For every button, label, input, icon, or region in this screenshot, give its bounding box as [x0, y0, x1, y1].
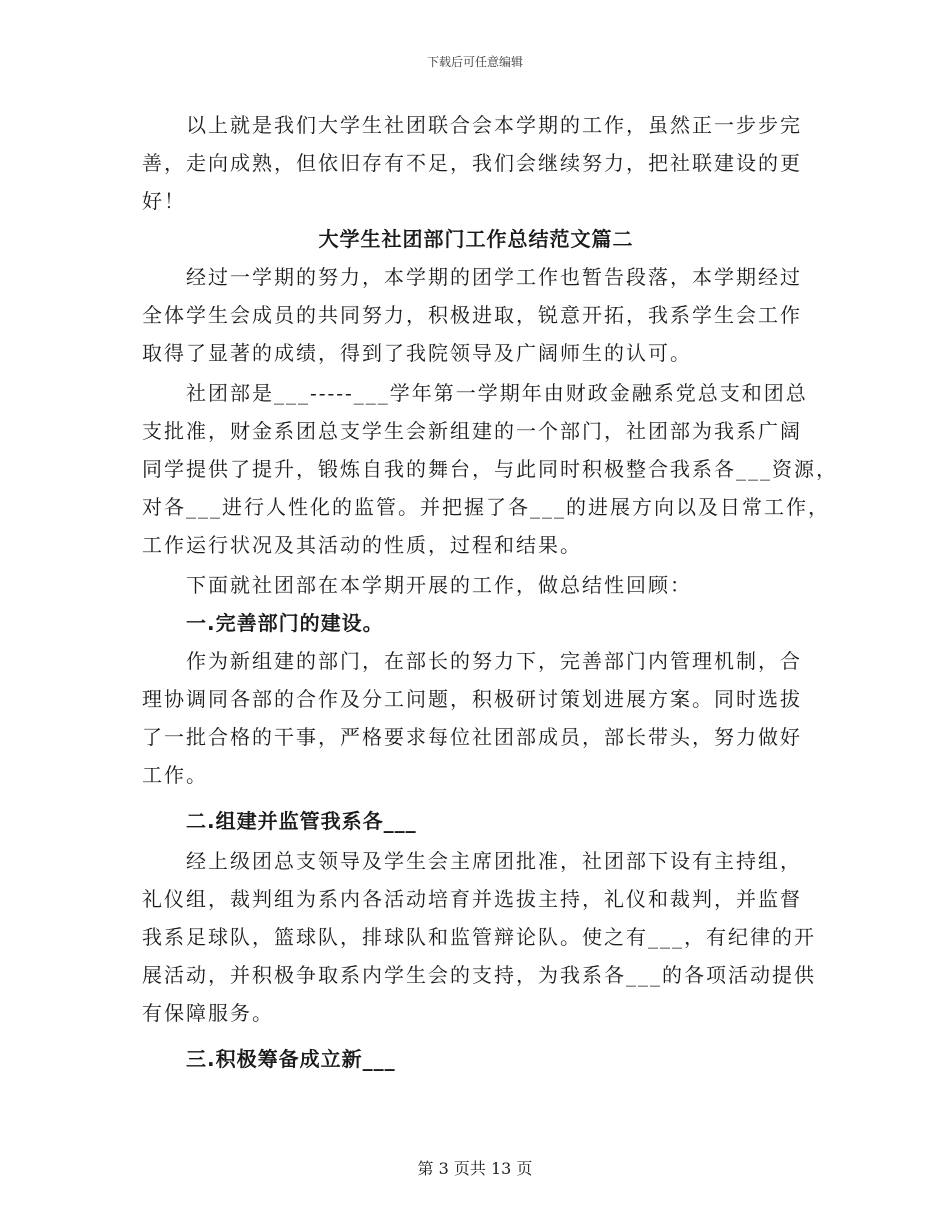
subheading-2: 二.组建并监管我系各___	[186, 809, 417, 833]
paragraph-line: 以上就是我们大学生社团联合会本学期的工作，虽然正一步步完	[186, 113, 802, 137]
page-header: 下载后可任意编辑	[426, 55, 523, 69]
paragraph-4	[142, 566, 810, 604]
paragraph-1	[142, 106, 810, 220]
paragraph-3	[142, 374, 838, 564]
paragraph-line: 全体学生会成员的共同努力，积极进取，锐意开拓，我系学生会工作	[142, 303, 802, 327]
paragraph-line: 取得了显著的成绩，得到了我院领导及广阔师生的认可。	[142, 341, 692, 365]
paragraph-6	[142, 842, 816, 1032]
paragraph-line: 展活动，并积极争取系内学生会的支持，为我系各___的各项活动提供	[142, 963, 816, 987]
subheading-1: 一.完善部门的建设。	[186, 611, 384, 635]
paragraph-line: 经上级团总支领导及学生会主席团批准，社团部下设有主持组，	[186, 849, 802, 873]
page-footer: 第 3 页共 13 页	[417, 1159, 533, 1178]
paragraph-line: 我系足球队，篮球队，排球队和监管辩论队。使之有___，有纪律的开	[142, 925, 816, 949]
subheading-3: 三.积极筹备成立新___	[186, 1047, 396, 1071]
paragraph-line: 有保障服务。	[142, 1001, 274, 1025]
paragraph-line: 善，走向成熟，但依旧存有不足，我们会继续努力，把社联建设的更	[142, 151, 802, 175]
paragraph-line: 作为新组建的部门，在部长的努力下，完善部门内管理机制，合	[186, 649, 802, 673]
section-title: 大学生社团部门工作总结范文篇二	[318, 227, 634, 251]
paragraph-line: 支批准，财金系团总支学生会新组建的一个部门，社团部为我系广阔	[142, 419, 802, 443]
paragraph-5	[142, 642, 810, 794]
paragraph-line: 理协调同各部的合作及分工问题，积极研讨策划进展方案。同时选拔	[142, 687, 802, 711]
document-body	[142, 106, 838, 1078]
paragraph-line: 经过一学期的努力，本学期的团学工作也暂告段落，本学期经过	[186, 265, 802, 289]
paragraph-line: 同学提供了提升，锻炼自我的舞台，与此同时积极整合我系各___资源，	[142, 457, 838, 481]
paragraph-2	[142, 258, 810, 372]
paragraph-line: 社团部是___-----___学年第一学期年由财政金融系党总支和团总	[186, 381, 808, 405]
paragraph-line: 好！	[142, 189, 186, 213]
paragraph-line: 礼仪组，裁判组为系内各活动培育并选拔主持，礼仪和裁判，并监督	[142, 887, 802, 911]
paragraph-line: 下面就社团部在本学期开展的工作，做总结性回顾：	[186, 573, 692, 597]
paragraph-line: 对各___进行人性化的监管。并把握了各___的进展方向以及日常工作，	[142, 495, 830, 519]
paragraph-line: 工作。	[142, 763, 208, 787]
paragraph-line: 了一批合格的干事，严格要求每位社团部成员，部长带头，努力做好	[142, 725, 802, 749]
paragraph-line: 工作运行状况及其活动的性质，过程和结果。	[142, 533, 582, 557]
